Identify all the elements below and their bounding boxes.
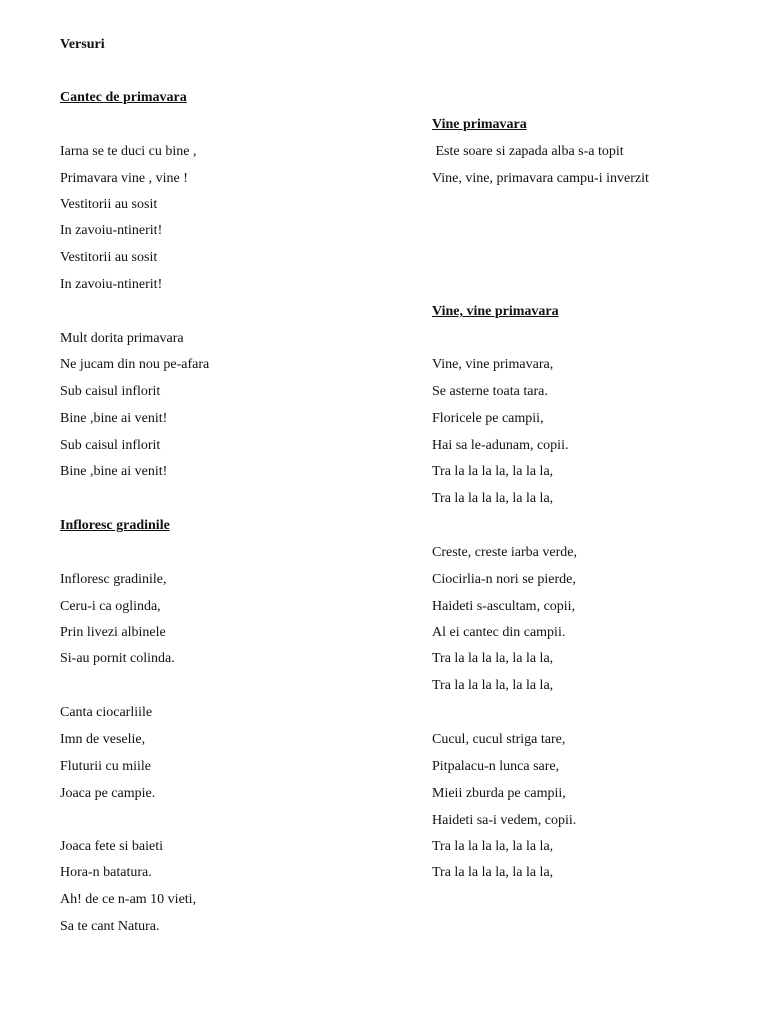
- verse-line: Se asterne toata tara.: [432, 384, 548, 399]
- document-title: Versuri: [60, 37, 105, 52]
- verse-line: Primavara vine , vine !: [60, 171, 188, 186]
- song-title-infloresc-gradinile: Infloresc gradinile: [60, 518, 170, 533]
- song-title-vine-primavara: Vine primavara: [432, 117, 527, 132]
- verse-line: Mieii zburda pe campii,: [432, 786, 566, 801]
- verse-line: Tra la la la la, la la la,: [432, 464, 554, 479]
- verse-line: Sub caisul inflorit: [60, 384, 161, 399]
- verse-line: Creste, creste iarba verde,: [432, 545, 577, 560]
- verse-line: Vine, vine, primavara campu-i inverzit: [432, 171, 649, 186]
- verse-line: Al ei cantec din campii.: [432, 625, 566, 640]
- verse-line: Mult dorita primavara: [60, 331, 184, 346]
- verse-line: Sa te cant Natura.: [60, 919, 160, 934]
- verse-line: Bine ,bine ai venit!: [60, 464, 168, 479]
- verse-line: Tra la la la la, la la la,: [432, 491, 554, 506]
- verse-line: Haideti s-ascultam, copii,: [432, 599, 576, 614]
- verse-line: Ceru-i ca oglinda,: [60, 599, 161, 614]
- verse-line: Si-au pornit colinda.: [60, 651, 175, 666]
- verse-line: In zavoiu-ntinerit!: [60, 223, 163, 238]
- verse-line: Haideti sa-i vedem, copii.: [432, 813, 577, 828]
- verse-line: In zavoiu-ntinerit!: [60, 277, 163, 292]
- verse-line: Joaca fete si baieti: [60, 839, 164, 854]
- verse-line: Canta ciocarliile: [60, 705, 153, 720]
- verse-line: Vestitorii au sosit: [60, 250, 158, 265]
- verse-line: Floricele pe campii,: [432, 411, 544, 426]
- verse-line: Tra la la la la, la la la,: [432, 865, 554, 880]
- verse-line: Este soare si zapada alba s-a topit: [432, 144, 624, 159]
- verse-line: Hora-n batatura.: [60, 865, 152, 880]
- verse-line: Infloresc gradinile,: [60, 572, 167, 587]
- song-title-vine-vine-primavara: Vine, vine primavara: [432, 304, 559, 319]
- verse-line: Prin livezi albinele: [60, 625, 166, 640]
- verse-line: Joaca pe campie.: [60, 786, 156, 801]
- verse-line: Tra la la la la, la la la,: [432, 651, 554, 666]
- verse-line: Vine, vine primavara,: [432, 357, 554, 372]
- verse-line: Vestitorii au sosit: [60, 197, 158, 212]
- verse-line: Tra la la la la, la la la,: [432, 839, 554, 854]
- verse-line: Tra la la la la, la la la,: [432, 678, 554, 693]
- verse-line: Bine ,bine ai venit!: [60, 411, 168, 426]
- song-title-cantec-de-primavara: Cantec de primavara: [60, 90, 187, 105]
- verse-line: Ne jucam din nou pe-afara: [60, 357, 210, 372]
- verse-line: Ah! de ce n-am 10 vieti,: [60, 892, 197, 907]
- verse-line: Pitpalacu-n lunca sare,: [432, 759, 560, 774]
- verse-line: Imn de veselie,: [60, 732, 146, 747]
- verse-line: Sub caisul inflorit: [60, 438, 161, 453]
- verse-line: Ciocirlia-n nori se pierde,: [432, 572, 576, 587]
- verse-line: Cucul, cucul striga tare,: [432, 732, 566, 747]
- verse-line: Fluturii cu miile: [60, 759, 151, 774]
- verse-line: Iarna se te duci cu bine ,: [60, 144, 197, 159]
- verse-line: Hai sa le-adunam, copii.: [432, 438, 569, 453]
